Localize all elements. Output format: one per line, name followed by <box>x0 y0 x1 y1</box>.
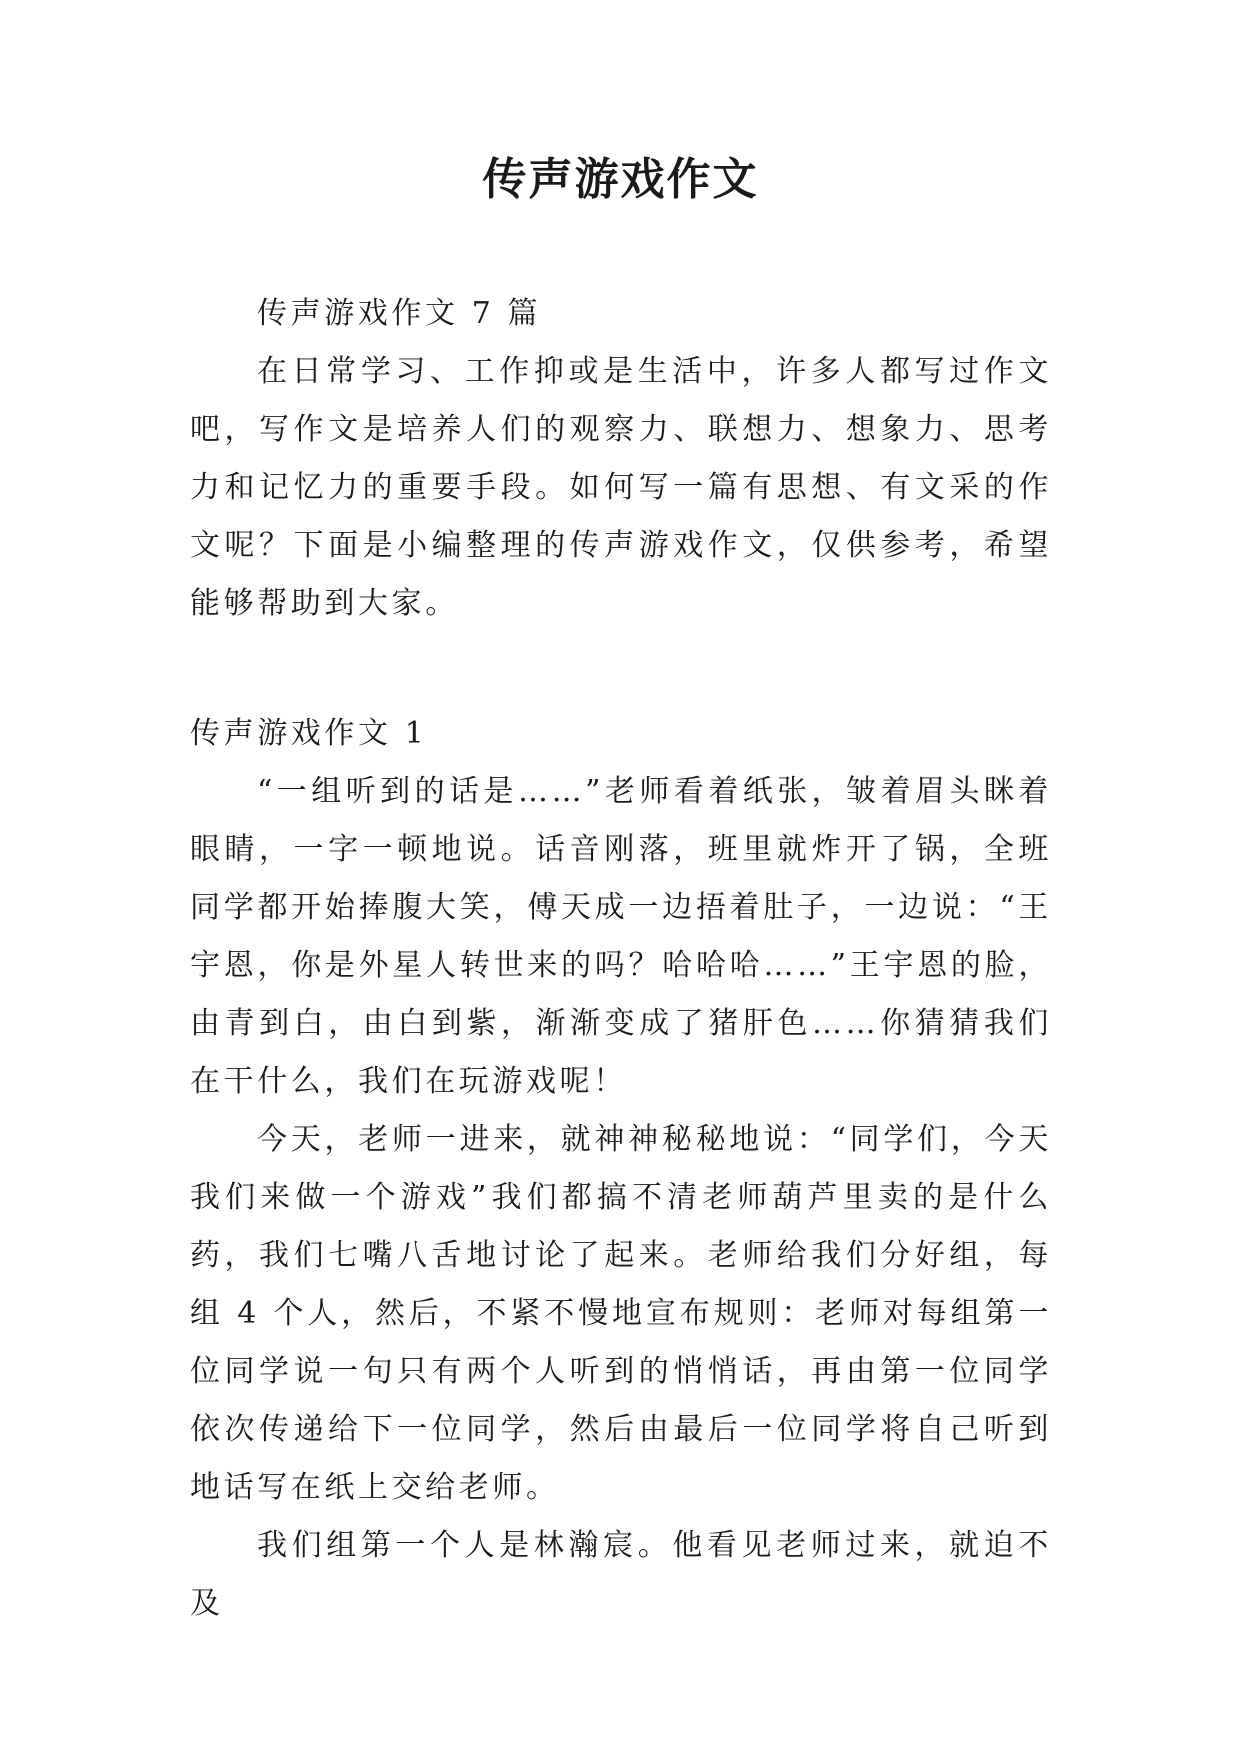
intro-block <box>190 285 1052 633</box>
section-paragraph: 今天，老师一进来，就神神秘秘地说：“同学们，今天我们来做一个游戏”我们都搞不清老师葫芦里卖的是什么药，我们七嘴八舌地讨论了起来。老师给我们分好组，每组 4 个人，然后，不紧不慢地宣布规则：老师对每组第一位同学说一句只有两个人听到的悄悄话，再由第一位同学依次传递给下一位同学，然后由最后一位同学将自己听到地话写在纸上交给老师。 <box>190 1122 1052 1505</box>
document-title: 传声游戏作文 <box>482 154 759 205</box>
section-paragraph: “一组听到的话是……”老师看着纸张，皱着眉头眯着眼睛，一字一顿地说。话音刚落，班里就炸开了锅，全班同学都开始捧腹大笑，傅天成一边捂着肚子，一边说：“王宇恩，你是外星人转世来的吗？哈哈哈……”王宇恩的脸，由青到白，由白到紫，渐渐变成了猪肝色……你猜猜我们在干什么，我们在玩游戏呢！ <box>190 774 1052 1099</box>
section-paragraph: 我们组第一个人是林瀚宸。他看见老师过来，就迫不及 <box>190 1528 1052 1621</box>
intro-paragraph: 在日常学习、工作抑或是生活中，许多人都写过作文吧，写作文是培养人们的观察力、联想力、想象力、思考力和记忆力的重要手段。如何写一篇有思想、有文采的作文呢？下面是小编整理的传声游戏作文，仅供参考，希望能够帮助到大家。 <box>190 354 1052 621</box>
section-1 <box>190 705 1052 1633</box>
section-heading: 传声游戏作文 1 <box>190 716 428 751</box>
intro-subtitle: 传声游戏作文 7 篇 <box>257 296 542 331</box>
